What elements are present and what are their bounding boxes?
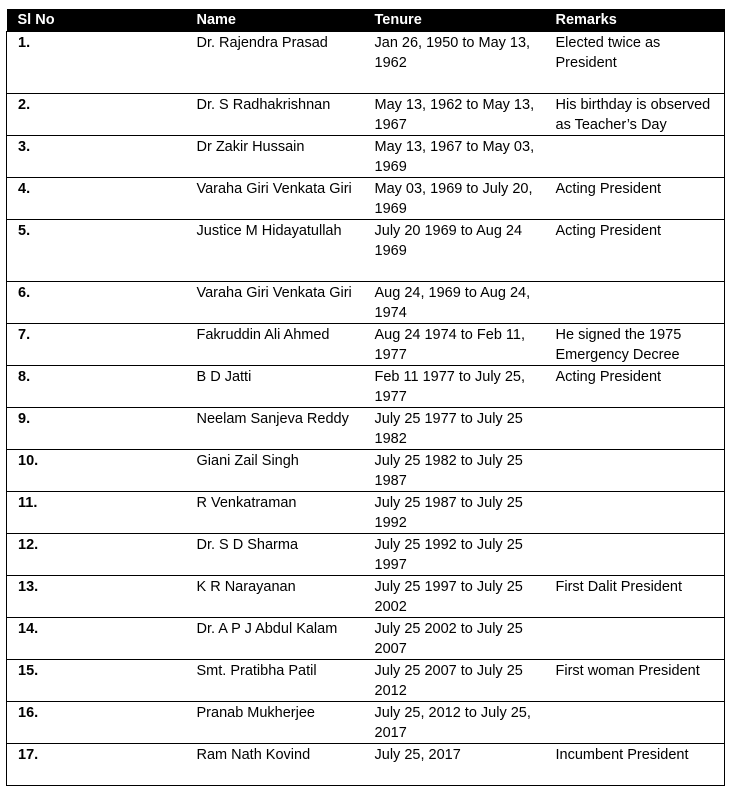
cell-tenure <box>367 407 548 449</box>
cell-name-text: Dr. S D Sharma <box>196 536 299 553</box>
cell-sl-no <box>7 449 189 491</box>
table-row <box>7 491 725 533</box>
cell-name-text: B D Jatti <box>196 368 252 385</box>
cell-remarks-text: First woman President <box>555 662 700 679</box>
cell-remarks <box>548 701 725 743</box>
cell-sl-no-text: 16. <box>18 704 39 721</box>
cell-tenure <box>367 365 548 407</box>
cell-name-text: Pranab Mukherjee <box>196 704 315 721</box>
cell-tenure-text: Feb 11 1977 to July 25, 1977 <box>374 368 525 405</box>
cell-sl-no-text: 4. <box>18 180 31 197</box>
cell-remarks-text <box>556 702 721 703</box>
cell-name-text: Dr Zakir Hussain <box>196 138 305 155</box>
cell-tenure-text: May 03, 1969 to July 20, 1969 <box>374 180 533 217</box>
table-row <box>7 407 725 449</box>
cell-name-text: Dr. A P J Abdul Kalam <box>196 620 338 637</box>
cell-name <box>189 659 367 701</box>
cell-sl-no <box>7 365 189 407</box>
cell-name <box>189 743 367 785</box>
cell-remarks <box>548 93 725 135</box>
presidents-table <box>6 9 725 786</box>
cell-sl-no <box>7 31 189 93</box>
cell-remarks <box>548 323 725 365</box>
cell-sl-no <box>7 323 189 365</box>
cell-tenure-text: July 25 2002 to July 25 2007 <box>374 620 523 657</box>
cell-name <box>189 407 367 449</box>
table-row <box>7 323 725 365</box>
table-body <box>7 31 725 785</box>
cell-sl-no <box>7 177 189 219</box>
table-row <box>7 365 725 407</box>
cell-name <box>189 135 367 177</box>
cell-sl-no-text: 13. <box>18 578 39 595</box>
cell-tenure <box>367 491 548 533</box>
cell-name <box>189 219 367 281</box>
cell-name <box>189 575 367 617</box>
table-row <box>7 31 725 93</box>
cell-sl-no <box>7 93 189 135</box>
cell-sl-no-text: 14. <box>18 620 39 637</box>
cell-remarks-text: First Dalit President <box>555 578 683 595</box>
table-row <box>7 93 725 135</box>
header-remarks: Remarks <box>555 11 617 28</box>
cell-name <box>189 365 367 407</box>
cell-remarks-text <box>556 492 721 493</box>
cell-name-text: Varaha Giri Venkata Giri <box>196 180 352 197</box>
cell-remarks <box>548 365 725 407</box>
table-header <box>7 9 725 31</box>
cell-sl-no-text: 12. <box>18 536 39 553</box>
cell-remarks <box>548 659 725 701</box>
cell-name-text: Justice M Hidayatullah <box>196 222 342 239</box>
table-row <box>7 617 725 659</box>
cell-sl-no <box>7 743 189 785</box>
cell-name-text: Fakruddin Ali Ahmed <box>196 326 330 343</box>
table-row <box>7 659 725 701</box>
cell-name-text: Dr. S Radhakrishnan <box>196 96 331 113</box>
cell-sl-no-text: 2. <box>18 96 31 113</box>
cell-tenure-text: July 20 1969 to Aug 24 1969 <box>374 222 523 259</box>
cell-name <box>189 93 367 135</box>
cell-sl-no <box>7 575 189 617</box>
cell-tenure <box>367 743 548 785</box>
cell-tenure <box>367 449 548 491</box>
cell-remarks <box>548 135 725 177</box>
table-row <box>7 449 725 491</box>
cell-remarks-text: He signed the 1975 Emergency Decree <box>555 326 682 363</box>
cell-tenure <box>367 533 548 575</box>
cell-tenure-text: July 25 1982 to July 25 1987 <box>374 452 523 489</box>
cell-remarks-text <box>556 618 721 619</box>
cell-name-text: Ram Nath Kovind <box>196 746 311 763</box>
cell-tenure-text: May 13, 1967 to May 03, 1969 <box>374 138 535 175</box>
cell-name <box>189 177 367 219</box>
cell-remarks <box>548 617 725 659</box>
cell-sl-no <box>7 659 189 701</box>
cell-remarks <box>548 281 725 323</box>
header-name: Name <box>196 11 236 28</box>
cell-remarks <box>548 533 725 575</box>
cell-name-text: Neelam Sanjeva Reddy <box>196 410 349 427</box>
cell-name <box>189 449 367 491</box>
cell-name-text: Varaha Giri Venkata Giri <box>196 284 352 301</box>
cell-remarks-text: Incumbent President <box>555 746 689 763</box>
cell-tenure <box>367 659 548 701</box>
cell-sl-no-text: 1. <box>18 34 31 51</box>
cell-remarks-text <box>556 534 721 535</box>
cell-tenure <box>367 281 548 323</box>
cell-tenure <box>367 135 548 177</box>
cell-tenure-text: Jan 26, 1950 to May 13, 1962 <box>374 34 531 71</box>
cell-remarks-text <box>556 282 721 283</box>
cell-tenure-text: Aug 24, 1969 to Aug 24, 1974 <box>374 284 531 321</box>
cell-remarks-text <box>556 136 721 137</box>
cell-remarks-text: Acting President <box>555 222 662 239</box>
table-row <box>7 135 725 177</box>
cell-sl-no-text: 3. <box>18 138 31 155</box>
cell-sl-no-text: 6. <box>18 284 31 301</box>
cell-remarks-text: Elected twice as President <box>555 34 661 71</box>
cell-sl-no <box>7 701 189 743</box>
cell-name <box>189 31 367 93</box>
cell-remarks <box>548 743 725 785</box>
cell-sl-no <box>7 219 189 281</box>
cell-remarks <box>548 177 725 219</box>
cell-name <box>189 281 367 323</box>
cell-tenure-text: July 25, 2012 to July 25, 2017 <box>374 704 531 741</box>
cell-tenure-text: May 13, 1962 to May 13, 1967 <box>374 96 535 133</box>
cell-sl-no-text: 10. <box>18 452 39 469</box>
table-row <box>7 533 725 575</box>
cell-remarks <box>548 219 725 281</box>
table-row <box>7 219 725 281</box>
cell-tenure <box>367 219 548 281</box>
cell-name <box>189 617 367 659</box>
header-row <box>7 9 725 31</box>
table-row <box>7 575 725 617</box>
table-row <box>7 177 725 219</box>
table-row <box>7 701 725 743</box>
cell-tenure-text: July 25 1977 to July 25 1982 <box>374 410 523 447</box>
cell-name <box>189 491 367 533</box>
cell-remarks-text <box>556 450 721 451</box>
table-row <box>7 743 725 785</box>
cell-sl-no <box>7 533 189 575</box>
cell-sl-no-text: 9. <box>18 410 31 427</box>
cell-sl-no <box>7 617 189 659</box>
cell-tenure <box>367 617 548 659</box>
cell-sl-no <box>7 491 189 533</box>
header-sl-no: Sl No <box>17 11 55 28</box>
cell-tenure <box>367 31 548 93</box>
cell-tenure <box>367 93 548 135</box>
cell-sl-no-text: 8. <box>18 368 31 385</box>
cell-sl-no-text: 5. <box>18 222 31 239</box>
cell-tenure <box>367 177 548 219</box>
cell-tenure-text: July 25, 2017 <box>374 746 461 763</box>
cell-name-text: R Venkatraman <box>196 494 297 511</box>
cell-tenure-text: July 25 1997 to July 25 2002 <box>374 578 523 615</box>
cell-sl-no <box>7 407 189 449</box>
cell-name-text: K R Narayanan <box>196 578 296 595</box>
cell-remarks <box>548 407 725 449</box>
cell-tenure-text: July 25 1992 to July 25 1997 <box>374 536 523 573</box>
cell-remarks <box>548 31 725 93</box>
cell-tenure-text: July 25 2007 to July 25 2012 <box>374 662 523 699</box>
cell-tenure-text: Aug 24 1974 to Feb 11, 1977 <box>374 326 525 363</box>
cell-name-text: Dr. Rajendra Prasad <box>196 34 328 51</box>
cell-sl-no-text: 15. <box>18 662 39 679</box>
cell-remarks <box>548 575 725 617</box>
table-row <box>7 281 725 323</box>
cell-remarks <box>548 449 725 491</box>
cell-remarks-text: Acting President <box>555 180 662 197</box>
cell-name <box>189 701 367 743</box>
cell-remarks-text: His birthday is observed as Teacher’s Day <box>555 96 711 133</box>
cell-tenure <box>367 575 548 617</box>
cell-tenure <box>367 701 548 743</box>
cell-tenure-text: July 25 1987 to July 25 1992 <box>374 494 523 531</box>
cell-sl-no-text: 17. <box>18 746 39 763</box>
cell-sl-no <box>7 281 189 323</box>
cell-sl-no-text: 7. <box>18 326 31 343</box>
cell-sl-no-text: 11. <box>18 494 38 511</box>
header-tenure: Tenure <box>374 11 422 28</box>
cell-name-text: Giani Zail Singh <box>196 452 299 469</box>
cell-remarks <box>548 491 725 533</box>
cell-sl-no <box>7 135 189 177</box>
cell-tenure <box>367 323 548 365</box>
cell-name <box>189 323 367 365</box>
cell-name <box>189 533 367 575</box>
cell-remarks-text <box>556 408 721 409</box>
cell-name-text: Smt. Pratibha Patil <box>196 662 317 679</box>
cell-remarks-text: Acting President <box>555 368 662 385</box>
